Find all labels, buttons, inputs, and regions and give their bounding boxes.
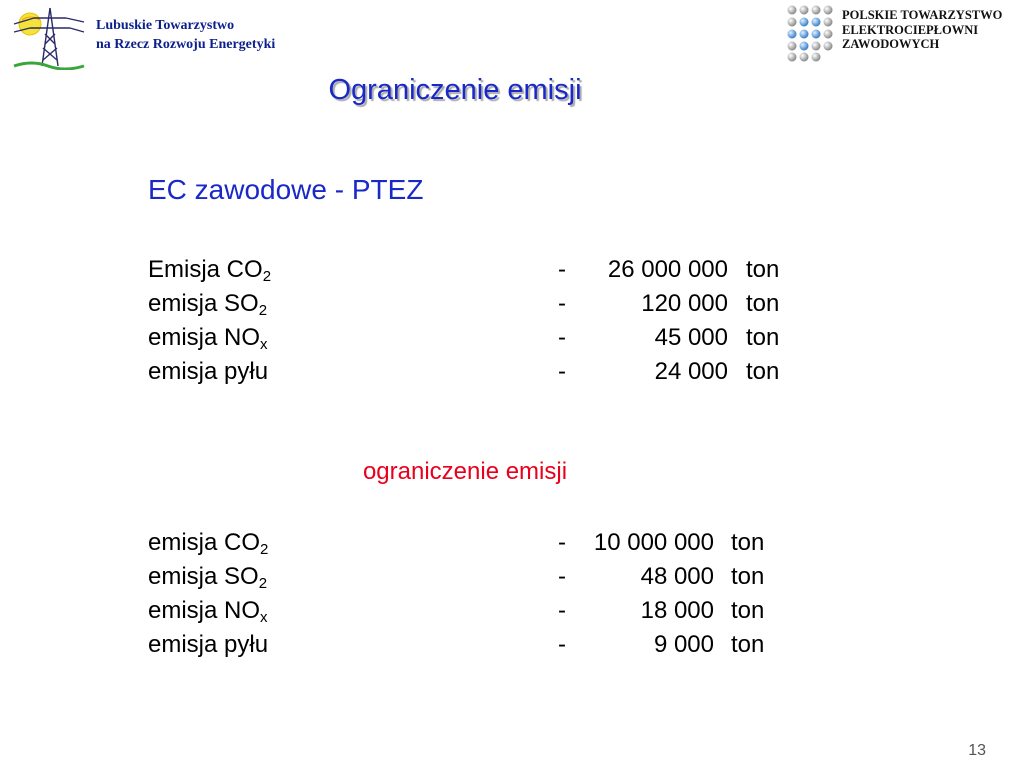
page-number: 13 <box>968 742 986 759</box>
limit-label: emisja $SO_2$ <box>148 563 268 592</box>
emissions-table <box>148 253 848 389</box>
limit-value: 48 000 <box>640 563 714 590</box>
limit-value: 9 000 <box>653 631 714 658</box>
emission-value: 26 000 000 <box>607 256 728 283</box>
limit-row <box>148 526 848 560</box>
limit-dash: - <box>558 631 566 658</box>
emission-unit: ton <box>746 290 780 317</box>
limits-table <box>148 526 848 662</box>
emission-label: emisja $SO_2$ <box>148 290 268 319</box>
limit-value: 18 000 <box>640 597 714 624</box>
emission-value: 45 000 <box>654 324 728 351</box>
limit-row <box>148 594 848 628</box>
emission-dash: - <box>558 358 566 385</box>
limit-dash: - <box>558 597 566 624</box>
limit-unit: ton <box>731 563 765 590</box>
emission-value: 120 000 <box>641 290 728 317</box>
emission-label: Emisja $CO_2$ <box>148 256 272 285</box>
emission-row <box>148 321 848 355</box>
right-organization-name <box>842 8 1002 52</box>
right-org-line3: ZAWODOWYCH <box>842 37 940 51</box>
left-organization-name <box>96 16 275 54</box>
limit-unit: ton <box>731 597 765 624</box>
emission-value: 24 000 <box>654 358 728 385</box>
limit-unit: ton <box>731 631 765 658</box>
limit-row <box>148 560 848 594</box>
emission-row <box>148 287 848 321</box>
dot-grid-logo-icon <box>786 4 834 62</box>
emission-dash: - <box>558 256 566 283</box>
emission-unit: ton <box>746 256 780 283</box>
limit-unit: ton <box>731 529 765 556</box>
limit-label: emisja $CO_2$ <box>148 529 269 558</box>
power-pylon-logo-icon <box>12 4 86 70</box>
limit-label: emisja pyłu <box>148 631 269 658</box>
right-org-line1: POLSKIE TOWARZYSTWO <box>842 8 1003 22</box>
slide-title: Ograniczenie emisji <box>328 74 582 106</box>
section-subheading: EC zawodowe - PTEZ <box>148 174 424 205</box>
right-org-line2: ELEKTROCIEPŁOWNI <box>842 22 979 37</box>
limit-dash: - <box>558 563 566 590</box>
limit-label: emisja $NO_x$ <box>148 597 268 626</box>
emission-dash: - <box>558 290 566 317</box>
emission-label: emisja $NO_x$ <box>148 324 268 353</box>
limit-row <box>148 628 848 662</box>
limit-heading: ograniczenie emisji <box>362 458 568 485</box>
emission-unit: ton <box>746 324 780 351</box>
emission-dash: - <box>558 324 566 351</box>
emission-row <box>148 355 848 389</box>
emission-unit: ton <box>746 358 780 385</box>
left-org-line1: Lubuskie Towarzystwo <box>96 18 235 33</box>
limit-value: 10 000 000 <box>593 529 714 556</box>
left-org-line2: na Rzecz Rozwoju Energetyki <box>96 37 276 52</box>
emission-row <box>148 253 848 287</box>
limit-dash: - <box>558 529 566 556</box>
emission-label: emisja pyłu <box>148 358 269 385</box>
